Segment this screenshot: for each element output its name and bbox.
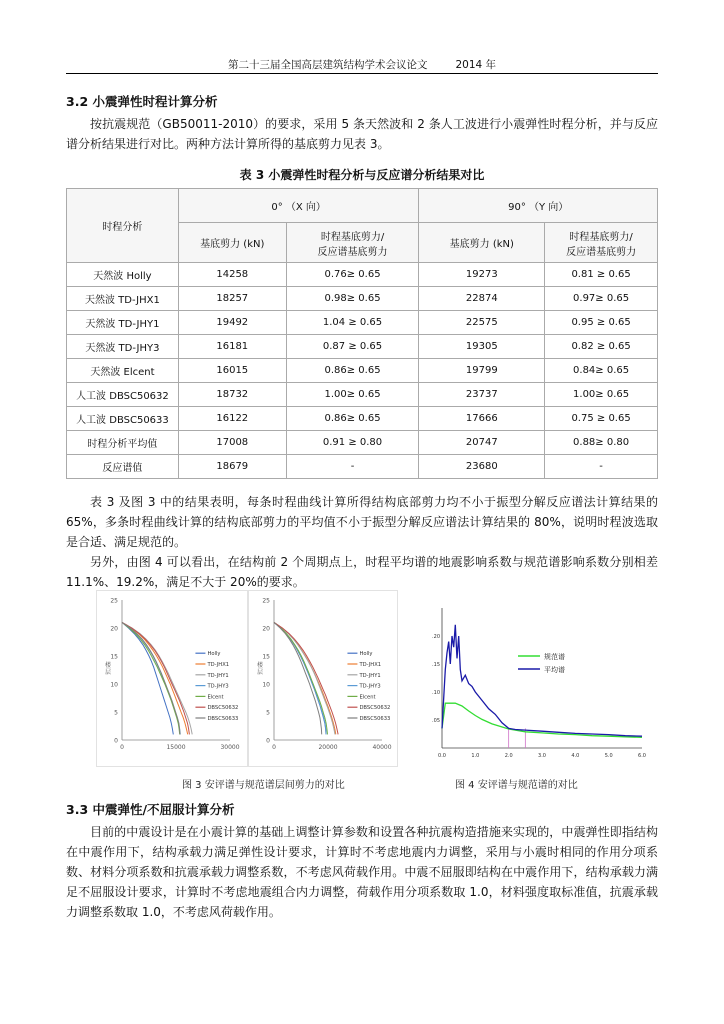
y-axis-label: 层 bbox=[104, 669, 112, 676]
section-heading-3-3: 3.3 中震弹性/不屈服计算分析 bbox=[66, 802, 235, 817]
x-tick-label: 30000 bbox=[220, 744, 240, 751]
cell-x-ratio: 0.86≥ 0.65 bbox=[286, 407, 419, 431]
cell-x-ratio: 1.00≥ 0.65 bbox=[286, 383, 419, 407]
y-tick-label: 25 bbox=[110, 597, 118, 605]
cell-y-ratio: - bbox=[545, 455, 658, 479]
y-tick-label: .20 bbox=[432, 634, 440, 640]
legend-label: 规范谱 bbox=[544, 653, 565, 661]
row-name: 人工波 DBSC50632 bbox=[67, 383, 179, 407]
legend-label: Holly bbox=[207, 651, 221, 658]
results-paragraph-2: 另外，由图 4 可以看出，在结构前 2 个周期点上，时程平均谱的地震影响系数与规范谱影响系数分别相差 11.1%、19.2%，满足不大于 20%的要求。 bbox=[66, 555, 658, 589]
cell-y-ratio: 0.84≥ 0.65 bbox=[545, 359, 658, 383]
legend-label: DBSC50632 bbox=[359, 705, 391, 712]
legend-label: DBSC50633 bbox=[359, 716, 391, 722]
cell-x-ratio: 1.04 ≥ 0.65 bbox=[286, 311, 419, 335]
series-line-code-spectrum bbox=[442, 703, 642, 737]
col-header-x-ratio bbox=[286, 223, 419, 263]
ratio-header-line1: 时程基底剪力/ bbox=[320, 231, 385, 243]
legend-label: Holly bbox=[359, 651, 373, 658]
results-paragraph-1: 表 3 及图 3 中的结果表明，每条时程曲线计算所得结构底部剪力均不小于振型分解反应谱法计算结果的 65%，多条时程曲线计算的结构底部剪力的平均值不小于振型分解反应谱法计算结果的 80%，说明时程波选取是合适、满足规范的。 bbox=[66, 495, 658, 549]
figure-3b-shear-chart bbox=[248, 590, 396, 765]
y-tick-label: .10 bbox=[432, 690, 440, 696]
row-name: 天然波 TD-JHY3 bbox=[67, 335, 179, 359]
cell-x-shear: 17008 bbox=[178, 431, 286, 455]
x-tick-label: 40000 bbox=[372, 744, 392, 751]
cell-x-shear: 18257 bbox=[178, 287, 286, 311]
cell-x-ratio: 0.76≥ 0.65 bbox=[286, 263, 419, 287]
cell-x-shear: 18732 bbox=[178, 383, 286, 407]
cell-x-shear: 19492 bbox=[178, 311, 286, 335]
table-row bbox=[67, 407, 658, 431]
x-tick-label: 20000 bbox=[318, 744, 338, 751]
legend-label: TD-JHY1 bbox=[359, 672, 381, 679]
cell-x-ratio: 0.86≥ 0.65 bbox=[286, 359, 419, 383]
x-tick-label: 0.0 bbox=[438, 753, 446, 759]
col-header-x-shear: 基底剪力 (kN) bbox=[178, 223, 286, 263]
section-3-2-paragraph: 按抗震规范（GB50011-2010）的要求，采用 5 条天然波和 2 条人工波进行小震弹性时程分析，并与反应谱分析结果进行对比。两种方法计算所得的基底剪力见表 3。 bbox=[66, 117, 658, 151]
ratio-header-line2: 反应谱基底剪力 bbox=[317, 246, 388, 258]
x-tick-label: 6.0 bbox=[638, 753, 646, 759]
col-header-y-ratio bbox=[545, 223, 658, 263]
series-line-td-jhy3 bbox=[122, 622, 180, 734]
legend-label: DBSC50632 bbox=[207, 705, 239, 712]
table-row bbox=[67, 263, 658, 287]
cell-y-ratio: 0.97≥ 0.65 bbox=[545, 287, 658, 311]
legend-label: TD-JHY3 bbox=[207, 683, 229, 690]
y-tick-label: 25 bbox=[262, 597, 270, 605]
figure-3a-shear-chart bbox=[96, 590, 246, 765]
cell-y-ratio: 1.00≥ 0.65 bbox=[545, 383, 658, 407]
x-tick-label: 1.0 bbox=[471, 753, 480, 759]
cell-x-ratio: - bbox=[286, 455, 419, 479]
y-tick-label: 15 bbox=[110, 653, 118, 661]
figure-4-spectrum-chart bbox=[428, 602, 648, 767]
cell-y-shear: 22874 bbox=[419, 287, 545, 311]
y-axis-label: 楼 bbox=[256, 662, 264, 669]
cell-y-ratio: 0.82 ≥ 0.65 bbox=[545, 335, 658, 359]
cell-y-shear: 22575 bbox=[419, 311, 545, 335]
table-group-x-header: 0° （X 向） bbox=[178, 189, 419, 223]
series-line-dbsc50632 bbox=[274, 622, 338, 734]
cell-y-ratio: 0.95 ≥ 0.65 bbox=[545, 311, 658, 335]
table-corner-header: 时程分析 bbox=[67, 189, 179, 263]
cell-y-shear: 23737 bbox=[419, 383, 545, 407]
table-row bbox=[67, 455, 658, 479]
cell-x-shear: 14258 bbox=[178, 263, 286, 287]
cell-x-shear: 16122 bbox=[178, 407, 286, 431]
x-tick-label: 15000 bbox=[166, 744, 186, 751]
cell-y-shear: 23680 bbox=[419, 455, 545, 479]
series-line-dbsc50633 bbox=[274, 622, 322, 734]
x-tick-label: 5.0 bbox=[604, 753, 613, 759]
x-tick-label: 3.0 bbox=[538, 753, 546, 759]
x-tick-label: 2.0 bbox=[504, 753, 513, 759]
table-row bbox=[67, 311, 658, 335]
ratio-header-line2: 反应谱基底剪力 bbox=[566, 246, 637, 258]
cell-x-ratio: 0.91 ≥ 0.80 bbox=[286, 431, 419, 455]
row-name: 人工波 DBSC50633 bbox=[67, 407, 179, 431]
row-name: 天然波 TD-JHX1 bbox=[67, 287, 179, 311]
cell-y-shear: 19799 bbox=[419, 359, 545, 383]
series-line-holly bbox=[122, 622, 173, 734]
series-line-dbsc50633 bbox=[122, 622, 180, 734]
legend-label: Elcent bbox=[207, 694, 224, 701]
x-tick-label: 0 bbox=[120, 744, 124, 751]
y-axis-label: 楼 bbox=[104, 662, 112, 669]
header-rule bbox=[66, 73, 658, 74]
legend-label: TD-JHY1 bbox=[207, 672, 229, 679]
x-tick-label: 0 bbox=[272, 744, 276, 751]
y-tick-label: 10 bbox=[110, 681, 118, 689]
y-tick-label: 20 bbox=[110, 625, 118, 633]
legend-label: DBSC50633 bbox=[207, 716, 239, 722]
series-line-average-spectrum bbox=[442, 625, 642, 736]
row-name: 反应谱值 bbox=[67, 455, 179, 479]
series-line-dbsc50632 bbox=[122, 622, 189, 734]
x-tick-label: 4.0 bbox=[571, 753, 580, 759]
y-tick-label: 10 bbox=[262, 681, 270, 689]
cell-y-shear: 19273 bbox=[419, 263, 545, 287]
y-tick-label: .15 bbox=[432, 662, 440, 668]
figure-3-caption: 图 3 安评谱与规范谱层间剪力的对比 bbox=[182, 780, 345, 791]
section-3-3-paragraph: 目前的中震设计是在小震计算的基础上调整计算参数和设置各种抗震构造措施来实现的，中震弹性即指结构在中震作用下，结构承载力满足弹性设计要求，计算时不考虑地震内力调整，采用与小震时相同的作用分项系数、材料分项系数和抗震承载力调整系数，不考虑风荷载作用。中震不屈服即结构在中震作用下，结构承载力满足不屈服设计要求，计算时不考虑地震组合内力调整，荷载作用分项系数取 1.0，材料强度取标准值，抗震承载力调整系数取 1.0，不考虑风荷载作用。 bbox=[66, 825, 658, 919]
y-axis-label: 层 bbox=[256, 669, 264, 676]
row-name: 时程分析平均值 bbox=[67, 431, 179, 455]
cell-x-shear: 16015 bbox=[178, 359, 286, 383]
legend-label: TD-JHX1 bbox=[359, 662, 382, 668]
cell-y-shear: 17666 bbox=[419, 407, 545, 431]
cell-y-ratio: 0.81 ≥ 0.65 bbox=[545, 263, 658, 287]
section-heading-3-2: 3.2 小震弹性时程计算分析 bbox=[66, 94, 218, 109]
y-tick-label: 0 bbox=[266, 737, 270, 745]
cell-y-shear: 20747 bbox=[419, 431, 545, 455]
cell-y-shear: 19305 bbox=[419, 335, 545, 359]
table-row bbox=[67, 431, 658, 455]
cell-y-ratio: 0.88≥ 0.80 bbox=[545, 431, 658, 455]
series-line-td-jhy1 bbox=[274, 622, 335, 734]
legend-label: Elcent bbox=[359, 694, 376, 701]
table-row bbox=[67, 287, 658, 311]
row-name: 天然波 Elcent bbox=[67, 359, 179, 383]
table-row bbox=[67, 335, 658, 359]
y-tick-label: 5 bbox=[114, 709, 118, 717]
cell-x-shear: 18679 bbox=[178, 455, 286, 479]
cell-y-ratio: 0.75 ≥ 0.65 bbox=[545, 407, 658, 431]
table-row bbox=[67, 359, 658, 383]
y-tick-label: 15 bbox=[262, 653, 270, 661]
header-year: 2014 年 bbox=[455, 59, 497, 71]
table-3-caption: 表 3 小震弹性时程分析与反应谱分析结果对比 bbox=[239, 168, 485, 182]
y-tick-label: .05 bbox=[432, 718, 440, 724]
cell-x-ratio: 0.87 ≥ 0.65 bbox=[286, 335, 419, 359]
header-title: 第二十三届全国高层建筑结构学术会议论文 bbox=[227, 59, 428, 71]
row-name: 天然波 Holly bbox=[67, 263, 179, 287]
y-tick-label: 0 bbox=[114, 737, 118, 745]
legend-label: 平均谱 bbox=[544, 666, 565, 674]
legend-label: TD-JHX1 bbox=[207, 662, 230, 668]
running-header bbox=[0, 57, 724, 72]
figure-4-caption: 图 4 安评谱与规范谱的对比 bbox=[455, 780, 578, 791]
row-name: 天然波 TD-JHY1 bbox=[67, 311, 179, 335]
y-tick-label: 20 bbox=[262, 625, 270, 633]
series-line-td-jhx1 bbox=[274, 622, 336, 734]
table-row bbox=[67, 383, 658, 407]
y-tick-label: 5 bbox=[266, 709, 270, 717]
table-3 bbox=[66, 188, 658, 479]
col-header-y-shear: 基底剪力 (kN) bbox=[419, 223, 545, 263]
legend-label: TD-JHY3 bbox=[359, 683, 381, 690]
ratio-header-line1: 时程基底剪力/ bbox=[569, 231, 633, 243]
cell-x-ratio: 0.98≥ 0.65 bbox=[286, 287, 419, 311]
cell-x-shear: 16181 bbox=[178, 335, 286, 359]
table-group-y-header: 90° （Y 向） bbox=[419, 189, 658, 223]
